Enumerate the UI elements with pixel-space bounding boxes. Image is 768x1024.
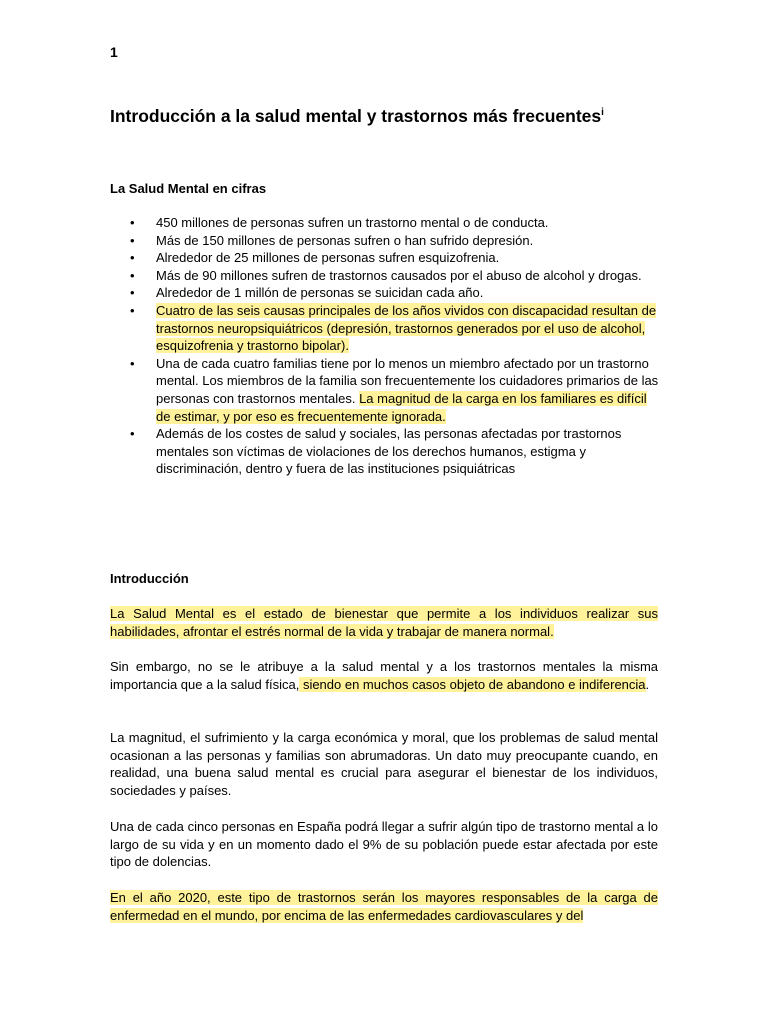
highlighted-text: Cuatro de las seis causas principales de los años vividos con discapacidad resultan de trastornos neuropsiquiátricos (depresión, trastornos generados por el uso de alcohol, esquizofrenia y trastorno bipolar). (156, 302, 657, 354)
paragraph-importance: Sin embargo, no se le atribuye a la salud mental y a los trastornos mentales la misma importancia que a la salud física, siendo en muchos casos objeto de abandono e indiferencia. (110, 659, 658, 692)
title-footnote-marker: i (601, 107, 604, 119)
section-heading-figures: La Salud Mental en cifras (110, 181, 267, 196)
highlighted-text: La magnitud de la carga en los familiares es difícil de estimar, y por eso es frecuentemente ignorada. (156, 390, 647, 424)
list-item: • Una de cada cuatro familias tiene por lo menos un miembro afectado por un trastorno mental. Los miembros de la familia son frecuentemente los cuidadores primarios de las personas con trastornos mentales. La magnitud de la carga en los familiares es difícil de estimar, y por eso es frecuentemente ignorada. (110, 355, 662, 425)
figures-bullet-list (110, 214, 662, 478)
highlighted-text: La Salud Mental es el estado de bienestar que permite a los individuos realizar sus habilidades, afrontar el estrés normal de la vida y trabajar de manera normal. (110, 606, 658, 639)
highlighted-text: siendo en muchos casos objeto de abandono e indiferencia (299, 676, 646, 692)
paragraph-definition (110, 605, 658, 640)
list-item: • Más de 90 millones sufren de trastornos causados por el abuso de alcohol y drogas. (110, 267, 662, 285)
list-item: • Más de 150 millones de personas sufren o han sufrido depresión. (110, 232, 662, 250)
page-title (110, 106, 670, 127)
highlighted-text: En el año 2020, este tipo de trastornos serán los mayores responsables de la carga de enfermedad en el mundo, por encima de las enfermedades cardiovasculares y del (110, 890, 658, 923)
list-item: • Alrededor de 1 millón de personas se suicidan cada año. (110, 284, 662, 302)
paragraph-2020 (110, 889, 658, 924)
list-item: • Además de los costes de salud y sociales, las personas afectadas por trastornos mentales son víctimas de violaciones de los derechos humanos, estigma y discriminación, dentro y fuera de las instituciones psiquiátricas (110, 425, 662, 478)
paragraph-spain: Una de cada cinco personas en España podrá llegar a sufrir algún tipo de trastorno mental a lo largo de su vida y en un momento dado el 9% de su población puede estar afectada por este tipo de dolencias. (110, 819, 658, 870)
page-number: 1 (110, 44, 118, 60)
title-text: Introducción a la salud mental y trastornos más frecuentes (110, 106, 602, 126)
list-item (110, 302, 662, 355)
list-item: • Alrededor de 25 millones de personas sufren esquizofrenia. (110, 249, 662, 267)
list-item: • 450 millones de personas sufren un trastorno mental o de conducta. (110, 214, 662, 232)
section-heading-introduction: Introducción (110, 571, 189, 586)
paragraph-magnitude: La magnitud, el sufrimiento y la carga económica y moral, que los problemas de salud mental ocasionan a las personas y familias son abrumadoras. Un dato muy preocupante cuando, en realidad, una buena salud mental es crucial para asegurar el bienestar de los individuos, sociedades y países. (110, 730, 658, 798)
